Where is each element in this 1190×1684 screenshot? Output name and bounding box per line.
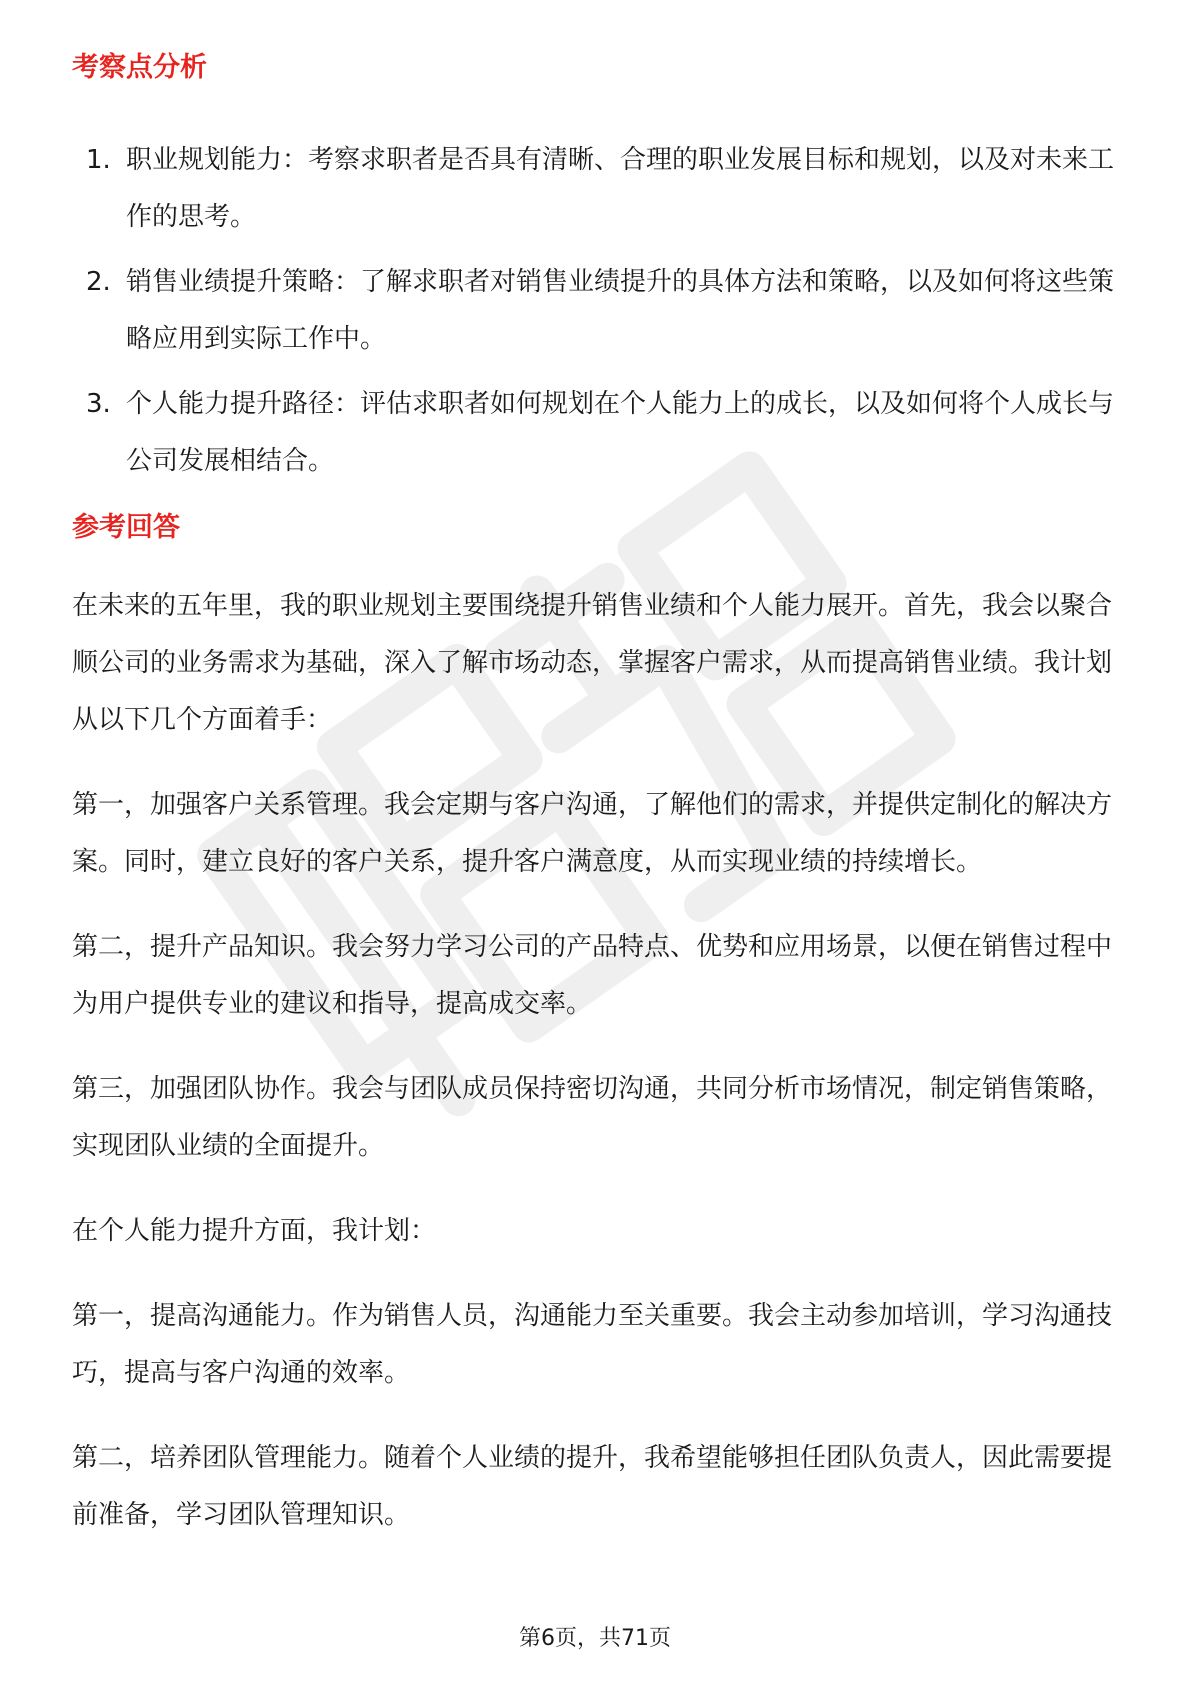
list-item-text: 销售业绩提升策略：了解求职者对销售业绩提升的具体方法和策略，以及如何将这些策略应用到实际工作中。 [126, 267, 1115, 354]
list-number: 3. [86, 389, 111, 419]
answer-paragraph: 第二，提升产品知识。我会努力学习公司的产品特点、优势和应用场景，以便在销售过程中为用户提供专业的建议和指导，提高成交率。 [72, 932, 1113, 1019]
document-content [72, 48, 1118, 1544]
page-number-footer: 第6页，共71页 [519, 1626, 671, 1651]
answer-paragraph: 第二，培养团队管理能力。随着个人业绩的提升，我希望能够担任团队负责人，因此需要提前准备，学习团队管理知识。 [72, 1443, 1113, 1530]
list-number: 2. [86, 267, 111, 297]
list-item-text: 职业规划能力：考察求职者是否具有清晰、合理的职业发展目标和规划，以及对未来工作的思考。 [126, 145, 1115, 232]
list-number: 1. [86, 145, 111, 175]
list-item [72, 132, 1118, 246]
analysis-list [72, 132, 1118, 490]
list-item-text: 个人能力提升路径：评估求职者如何规划在个人能力上的成长，以及如何将个人成长与公司发展相结合。 [126, 389, 1115, 476]
answer-paragraph: 在未来的五年里，我的职业规划主要围绕提升销售业绩和个人能力展开。首先，我会以聚合顺公司的业务需求为基础，深入了解市场动态，掌握客户需求，从而提高销售业绩。我计划从以下几个方面着手： [72, 591, 1113, 735]
answer-paragraph: 第三，加强团队协作。我会与团队成员保持密切沟通，共同分析市场情况，制定销售策略，实现团队业绩的全面提升。 [72, 1074, 1113, 1161]
section-title-analysis: 考察点分析 [72, 52, 207, 83]
section-title-reference-answer: 参考回答 [72, 512, 180, 543]
list-item [72, 254, 1118, 368]
answer-paragraph: 第一，提高沟通能力。作为销售人员，沟通能力至关重要。我会主动参加培训，学习沟通技巧，提高与客户沟通的效率。 [72, 1301, 1113, 1388]
answer-paragraph: 第一，加强客户关系管理。我会定期与客户沟通，了解他们的需求，并提供定制化的解决方案。同时，建立良好的客户关系，提升客户满意度，从而实现业绩的持续增长。 [72, 790, 1113, 877]
list-item [72, 376, 1118, 490]
answer-paragraph: 在个人能力提升方面，我计划： [72, 1216, 437, 1246]
